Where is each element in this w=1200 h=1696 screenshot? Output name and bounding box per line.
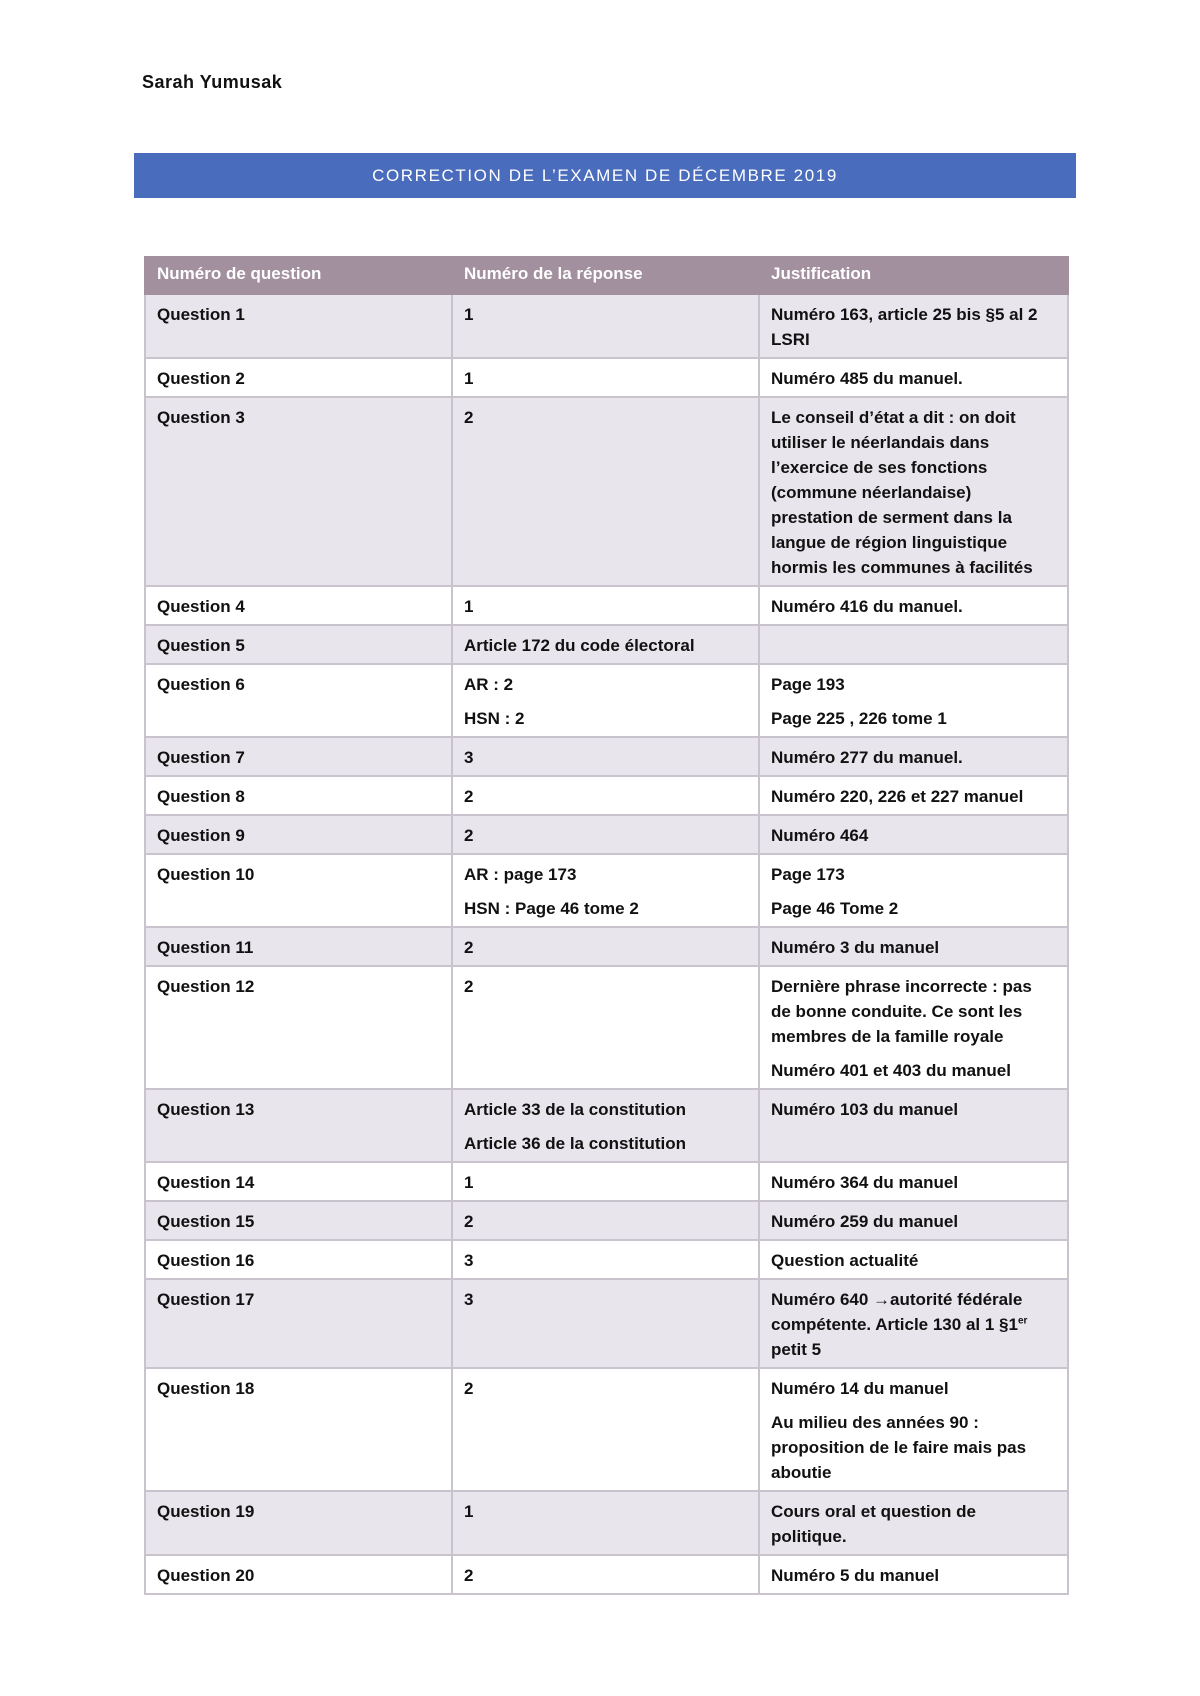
justification-line: Au milieu des années 90 : proposition de le faire mais pas aboutie	[771, 1413, 1027, 1482]
answer-cell	[452, 1279, 759, 1368]
document-title-banner	[134, 153, 1076, 198]
justification-line: Numéro 401 et 403 du manuel	[771, 1061, 1011, 1080]
question-cell: Question 15	[145, 1201, 452, 1240]
question-cell: Question 17	[145, 1279, 452, 1368]
answer-cell	[452, 776, 759, 815]
question-cell: Question 19	[145, 1491, 452, 1555]
justification-cell	[759, 1491, 1068, 1555]
justification-line: Numéro 416 du manuel.	[771, 597, 963, 616]
answer-line: 1	[464, 369, 474, 388]
table-row	[145, 1491, 1068, 1555]
answer-line: HSN : 2	[464, 709, 525, 728]
justification-line: Numéro 3 du manuel	[771, 938, 940, 957]
answer-line: 2	[464, 1379, 474, 1398]
answer-cell	[452, 854, 759, 927]
table-row	[145, 294, 1068, 358]
question-cell: Question 20	[145, 1555, 452, 1594]
answer-line: 2	[464, 1566, 474, 1585]
answer-cell	[452, 1089, 759, 1162]
answer-line: 2	[464, 408, 474, 427]
justification-line: Le conseil d’état a dit : on doit utiliser le néerlandais dans l’exercice de ses fonctions (commune néerlandaise) prestation de serment dans la langue de région linguistique hormis les communes à facilités	[771, 408, 1033, 577]
header-answer-number: Numéro de la réponse	[452, 257, 759, 294]
question-cell: Question 2	[145, 358, 452, 397]
answer-line: Article 36 de la constitution	[464, 1134, 686, 1153]
answer-cell	[452, 737, 759, 776]
answer-line: 3	[464, 1251, 474, 1270]
table-row	[145, 737, 1068, 776]
table-row	[145, 625, 1068, 664]
answer-cell	[452, 586, 759, 625]
superscript: er	[1017, 1315, 1028, 1327]
answer-cell	[452, 397, 759, 586]
table-row	[145, 776, 1068, 815]
justification-line: Cours oral et question de politique.	[771, 1502, 976, 1546]
justification-text: petit 5	[771, 1340, 822, 1359]
answer-line: 1	[464, 305, 474, 324]
answer-cell	[452, 1162, 759, 1201]
justification-line: Numéro 14 du manuel	[771, 1379, 949, 1398]
answer-line: 2	[464, 826, 474, 845]
question-cell: Question 12	[145, 966, 452, 1089]
question-cell: Question 1	[145, 294, 452, 358]
question-cell: Question 13	[145, 1089, 452, 1162]
answer-cell	[452, 815, 759, 854]
justification-line: Numéro 259 du manuel	[771, 1212, 959, 1231]
answer-cell	[452, 625, 759, 664]
justification-cell	[759, 397, 1068, 586]
justification-text: Numéro 640 →autorité fédérale compétente. Article 130 al 1 §1	[771, 1290, 1023, 1334]
answer-cell	[452, 1491, 759, 1555]
justification-cell	[759, 1368, 1068, 1491]
justification-cell	[759, 625, 1068, 664]
answer-line: 2	[464, 977, 474, 996]
answer-cell	[452, 1368, 759, 1491]
justification-cell	[759, 737, 1068, 776]
table-row	[145, 358, 1068, 397]
answer-line: Article 33 de la constitution	[464, 1100, 686, 1119]
table-row	[145, 1240, 1068, 1279]
justification-line: Numéro 277 du manuel.	[771, 748, 963, 767]
table-header-row	[145, 257, 1068, 294]
table-row	[145, 1162, 1068, 1201]
answer-line: Article 172 du code électoral	[464, 636, 695, 655]
author-name: Sarah Yumusak	[142, 72, 283, 92]
table-row	[145, 397, 1068, 586]
justification-line: Page 173	[771, 865, 845, 884]
justification-line: Page 193	[771, 675, 845, 694]
question-cell: Question 6	[145, 664, 452, 737]
justification-line: Numéro 220, 226 et 227 manuel	[771, 787, 1024, 806]
question-cell: Question 10	[145, 854, 452, 927]
table-row	[145, 815, 1068, 854]
justification-cell	[759, 586, 1068, 625]
justification-cell	[759, 854, 1068, 927]
question-cell: Question 5	[145, 625, 452, 664]
justification-line: Numéro 103 du manuel	[771, 1100, 959, 1119]
justification-cell	[759, 927, 1068, 966]
table-row	[145, 1201, 1068, 1240]
justification-cell	[759, 1201, 1068, 1240]
answer-line: AR : page 173	[464, 865, 577, 884]
answer-cell	[452, 927, 759, 966]
answer-line: AR : 2	[464, 675, 514, 694]
question-cell: Question 18	[145, 1368, 452, 1491]
table-row	[145, 854, 1068, 927]
table-body	[145, 294, 1068, 1594]
justification-cell	[759, 1162, 1068, 1201]
answer-line: 2	[464, 1212, 474, 1231]
answer-cell	[452, 1240, 759, 1279]
justification-line: Numéro 364 du manuel	[771, 1173, 959, 1192]
question-cell: Question 4	[145, 586, 452, 625]
answer-cell	[452, 294, 759, 358]
answer-line: 1	[464, 1173, 474, 1192]
justification-line	[771, 633, 1056, 658]
answers-table	[144, 256, 1069, 1595]
table-row	[145, 966, 1068, 1089]
answer-line: 3	[464, 748, 474, 767]
question-cell: Question 9	[145, 815, 452, 854]
table-row	[145, 1555, 1068, 1594]
table-row	[145, 927, 1068, 966]
answer-cell	[452, 1555, 759, 1594]
answer-line: 2	[464, 938, 474, 957]
table-row	[145, 1279, 1068, 1368]
answer-cell	[452, 1201, 759, 1240]
question-cell: Question 16	[145, 1240, 452, 1279]
justification-line: Page 225 , 226 tome 1	[771, 709, 947, 728]
question-cell: Question 3	[145, 397, 452, 586]
answer-line: HSN : Page 46 tome 2	[464, 899, 639, 918]
justification-line: Question actualité	[771, 1251, 919, 1270]
table-row	[145, 1089, 1068, 1162]
answer-line: 1	[464, 597, 474, 616]
justification-cell	[759, 1089, 1068, 1162]
justification-cell	[759, 1555, 1068, 1594]
document-title: CORRECTION DE L’EXAMEN DE DÉCEMBRE 2019	[372, 165, 838, 185]
justification-line	[771, 1287, 1056, 1362]
justification-cell	[759, 294, 1068, 358]
justification-cell	[759, 966, 1068, 1089]
justification-cell	[759, 815, 1068, 854]
header-question-number: Numéro de question	[145, 257, 452, 294]
header-justification: Justification	[759, 257, 1068, 294]
justification-line: Numéro 5 du manuel	[771, 1566, 940, 1585]
answer-cell	[452, 358, 759, 397]
question-cell: Question 7	[145, 737, 452, 776]
justification-cell	[759, 1279, 1068, 1368]
question-cell: Question 8	[145, 776, 452, 815]
justification-line: Numéro 163, article 25 bis §5 al 2 LSRI	[771, 305, 1038, 349]
table-row	[145, 664, 1068, 737]
justification-line: Dernière phrase incorrecte : pas de bonne conduite. Ce sont les membres de la famille royale	[771, 977, 1032, 1046]
answer-cell	[452, 966, 759, 1089]
justification-cell	[759, 664, 1068, 737]
table-row	[145, 586, 1068, 625]
question-cell: Question 11	[145, 927, 452, 966]
question-cell: Question 14	[145, 1162, 452, 1201]
justification-line: Page 46 Tome 2	[771, 899, 899, 918]
answer-cell	[452, 664, 759, 737]
justification-cell	[759, 776, 1068, 815]
answer-line: 3	[464, 1290, 474, 1309]
justification-cell	[759, 1240, 1068, 1279]
justification-cell	[759, 358, 1068, 397]
justification-line: Numéro 485 du manuel.	[771, 369, 963, 388]
answer-line: 1	[464, 1502, 474, 1521]
justification-line: Numéro 464	[771, 826, 869, 845]
answer-line: 2	[464, 787, 474, 806]
table-row	[145, 1368, 1068, 1491]
